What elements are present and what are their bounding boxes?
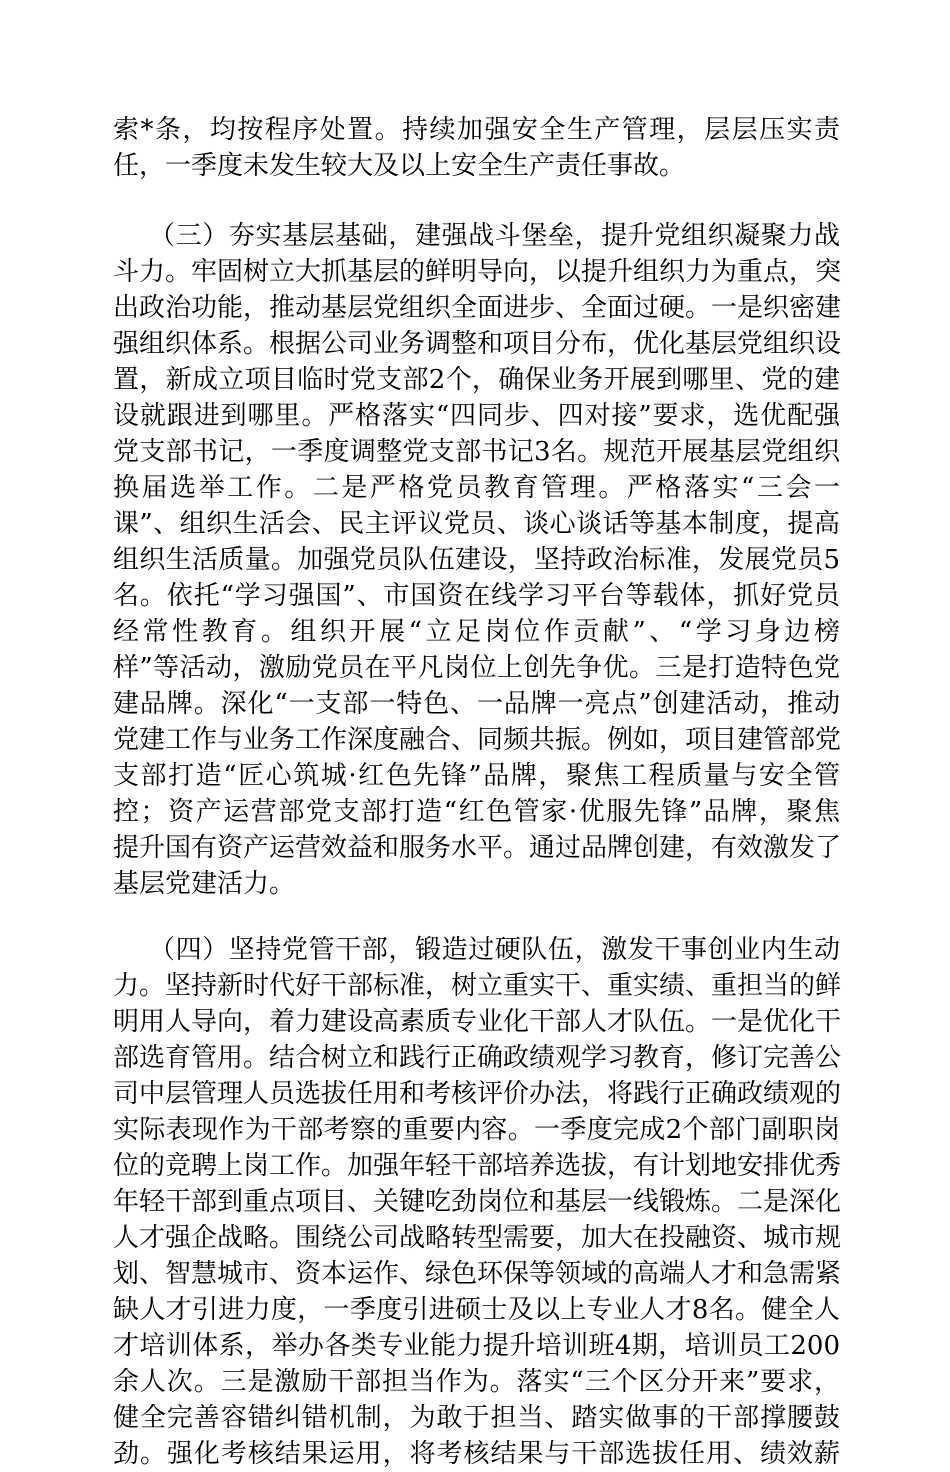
text-line: 党建工作与业务工作深度融合、同频共振。例如，项目建管部党 [113, 725, 842, 755]
text-line: 年轻干部到重点项目、关键吃劲岗位和基层一线锻炼。二是深化 [113, 1187, 842, 1217]
text-line: 索*条，均按程序处置。持续加强安全生产管理，层层压实责 [113, 115, 840, 145]
paragraph-cadres [113, 932, 840, 1472]
text-line: 课”、组织生活会、民主评议党员、谈心谈话等基本制度，提高 [113, 509, 840, 539]
text-line: （三）夯实基层基础，建强战斗堡垒，提升党组织凝聚力战 [149, 221, 840, 251]
text-line: 任，一季度未发生较大及以上安全生产责任事故。 [113, 151, 686, 181]
text-line: 缺人才引进力度，一季度引进硕士及以上专业人才8名。健全人 [113, 1295, 840, 1325]
text-line: 支部打造“匠心筑城·红色先锋”品牌，聚焦工程质量与安全管 [113, 761, 840, 791]
text-line: 名。依托“学习强国”、市国资在线学习平台等载体，抓好党员 [113, 581, 840, 611]
text-line: 党支部书记，一季度调整党支部书记3名。规范开展基层党组织 [113, 437, 840, 467]
text-line: 经常性教育。组织开展“立足岗位作贡献”、“学习身边榜 [113, 617, 840, 647]
text-line: 提升国有资产运营效益和服务水平。通过品牌创建，有效激发了 [113, 833, 842, 863]
text-line: 置，新成立项目临时党支部2个，确保业务开展到哪里、党的建 [113, 365, 840, 395]
text-line: 健全完善容错纠错机制，为敢于担当、踏实做事的干部撑腰鼓 [113, 1403, 840, 1433]
text-line: 换届选举工作。二是严格党员教育管理。严格落实“三会一 [113, 473, 840, 503]
paragraph-safety [113, 112, 840, 184]
paragraph-grassroots [113, 218, 840, 902]
text-line: （四）坚持党管干部，锻造过硬队伍，激发干事创业内生动 [149, 935, 840, 965]
text-line: 才培训体系，举办各类专业能力提升培训班4期，培训员工200 [113, 1331, 840, 1361]
text-line: 组织生活质量。加强党员队伍建设，坚持政治标准，发展党员5 [113, 545, 840, 575]
text-line: 样”等活动，激励党员在平凡岗位上创先争优。三是打造特色党 [113, 653, 840, 683]
text-line: 人才强企战略。围绕公司战略转型需要，加大在投融资、城市规 [113, 1223, 842, 1253]
text-line: 明用人导向，着力建设高素质专业化干部人才队伍。一是优化干 [113, 1007, 842, 1037]
text-line: 强组织体系。根据公司业务调整和项目分布，优化基层党组织设 [113, 329, 842, 359]
text-line: 司中层管理人员选拔任用和考核评价办法，将践行正确政绩观的 [113, 1079, 842, 1109]
text-line: 建品牌。深化“一支部一特色、一品牌一亮点”创建活动，推动 [113, 689, 840, 719]
text-line: 部选育管用。结合树立和践行正确政绩观学习教育，修订完善公 [113, 1043, 842, 1073]
text-line: 余人次。三是激励干部担当作为。落实“三个区分开来”要求， [113, 1367, 840, 1397]
text-line: 划、智慧城市、资本运作、绿色环保等领域的高端人才和急需紧 [113, 1259, 842, 1289]
text-line: 设就跟进到哪里。严格落实“四同步、四对接”要求，选优配强 [113, 401, 840, 431]
text-line: 出政治功能，推动基层党组织全面进步、全面过硬。一是织密建 [113, 293, 842, 323]
document-page [113, 112, 840, 1472]
text-line: 位的竞聘上岗工作。加强年轻干部培养选拔，有计划地安排优秀 [113, 1151, 842, 1181]
text-line: 基层党建活力。 [113, 869, 296, 899]
text-line: 实际表现作为干部考察的重要内容。一季度完成2个部门副职岗 [113, 1115, 840, 1145]
text-line: 劲。强化考核结果运用，将考核结果与干部选拔任用、绩效薪 [113, 1439, 840, 1469]
text-line: 控；资产运营部党支部打造“红色管家·优服先锋”品牌，聚焦 [113, 797, 840, 827]
text-line: 力。坚持新时代好干部标准，树立重实干、重实绩、重担当的鲜 [113, 971, 842, 1001]
text-line: 斗力。牢固树立大抓基层的鲜明导向，以提升组织力为重点，突 [113, 257, 842, 287]
